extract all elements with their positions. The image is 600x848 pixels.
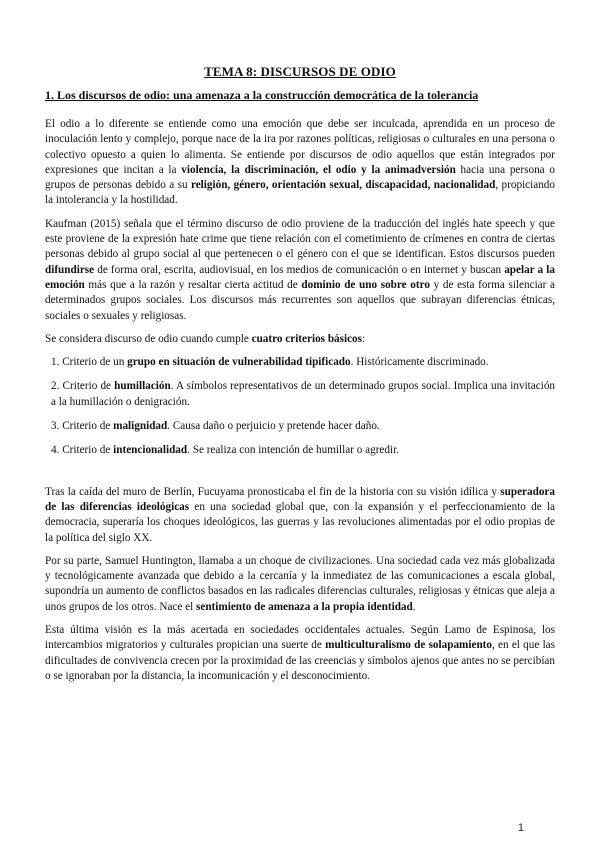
paragraph-4: Tras la caída del muro de Berlín, Fucuyama pronosticaba el fin de la historia con su visión idílica y superadora de las diferencias ideológicas en una sociedad global que, con la expansión y el perfeccionamiento de la democracia, superaría los choques ideológicos, las guerras y las revoluciones alimentadas por el odio propias de la política del siglo XX. [45, 485, 555, 544]
list-item: 3. Criterio de malignidad. Causa daño o perjuicio y pretende hacer daño. [51, 420, 380, 433]
paragraph-1: El odio a lo diferente se entiende como una emoción que debe ser inculcada, aprendida en un proceso de inoculación lento y complejo, porque nace de la ira por razones políticas, religiosas o culturales en una persona o colectivo opuesto a quien lo alimenta. Se entiende por discursos de odio aquellos que están integrados por expresiones que incitan a la violencia, la discriminación, el odio y la animadversión hacia una persona o grupos de personas debido a su religión, género, orientación sexual, discapacidad, nacionalidad, propiciando la intolerancia y la hostilidad. [45, 118, 555, 207]
page-number: 1 [517, 822, 524, 834]
paragraph-2: Kaufman (2015) señala que el término discurso de odio proviene de la traducción del inglés hate speech y que este proviene de la expresión hate crime que tiene relación con el cometimiento de crímenes en contra de ciertas personas debido al grupo social al que pertenecen o el género con el que se identifican. Estos discursos pueden difundirse de forma oral, escrita, audiovisual, en los medios de comunicación o en internet y buscan apelar a la emoción más que a la razón y resaltar cierta actitud de dominio de uno sobre otro y de esta forma silenciar a determinados grupos sociales. Los discursos más recurrentes son aquellos que subrayan diferencias étnicas, sociales o sexuales y religiosas. [45, 217, 555, 322]
criteria-list [45, 355, 555, 458]
paragraph-6: Esta última visión es la más acertada en sociedades occidentales actuales. Según Lamo de Espinosa, los intercambios migratorios y culturales propician una suerte de multiculturalismo de solapamiento, en el que las dificultades de convivencia crecen por la proximidad de las creencias y símbolos ajenos que antes no se percibían o se ignoraban por la distancia, la incomunicación y el desconocimiento. [45, 624, 555, 682]
spacer [45, 469, 555, 485]
paragraph-5: Por su parte, Samuel Huntington, llamaba a un choque de civilizaciones. Una sociedad cada vez más globalizada y tecnológicamente avanzada que debido a la cercanía y la inmediatez de las comunicaciones a escala global, supondría un aumento de conflictos basados en las radicales diferencias culturales, religiosas y étnicas que aleja a unos grupos de los otros. Nace el sentimiento de amenaza a la propia identidad. [45, 554, 555, 613]
document-page [45, 64, 555, 692]
paragraph-3: Se considera discurso de odio cuando cumple cuatro criterios básicos: [45, 332, 366, 345]
list-item: 4. Criterio de intencionalidad. Se realiza con intención de humillar o agredir. [51, 444, 399, 457]
page-title: TEMA 8: DISCURSOS DE ODIO [204, 64, 396, 79]
list-item: 1. Criterio de un grupo en situación de vulnerabilidad tipificado. Históricamente discriminado. [51, 356, 489, 369]
list-item: 2. Criterio de humillación. A símbolos representativos de un determinado grupos social. Implica una invitación a la humillación o denigración. [51, 380, 556, 408]
section-heading: 1. Los discursos de odio: una amenaza a la construcción democrática de la tolerancia [45, 88, 479, 102]
